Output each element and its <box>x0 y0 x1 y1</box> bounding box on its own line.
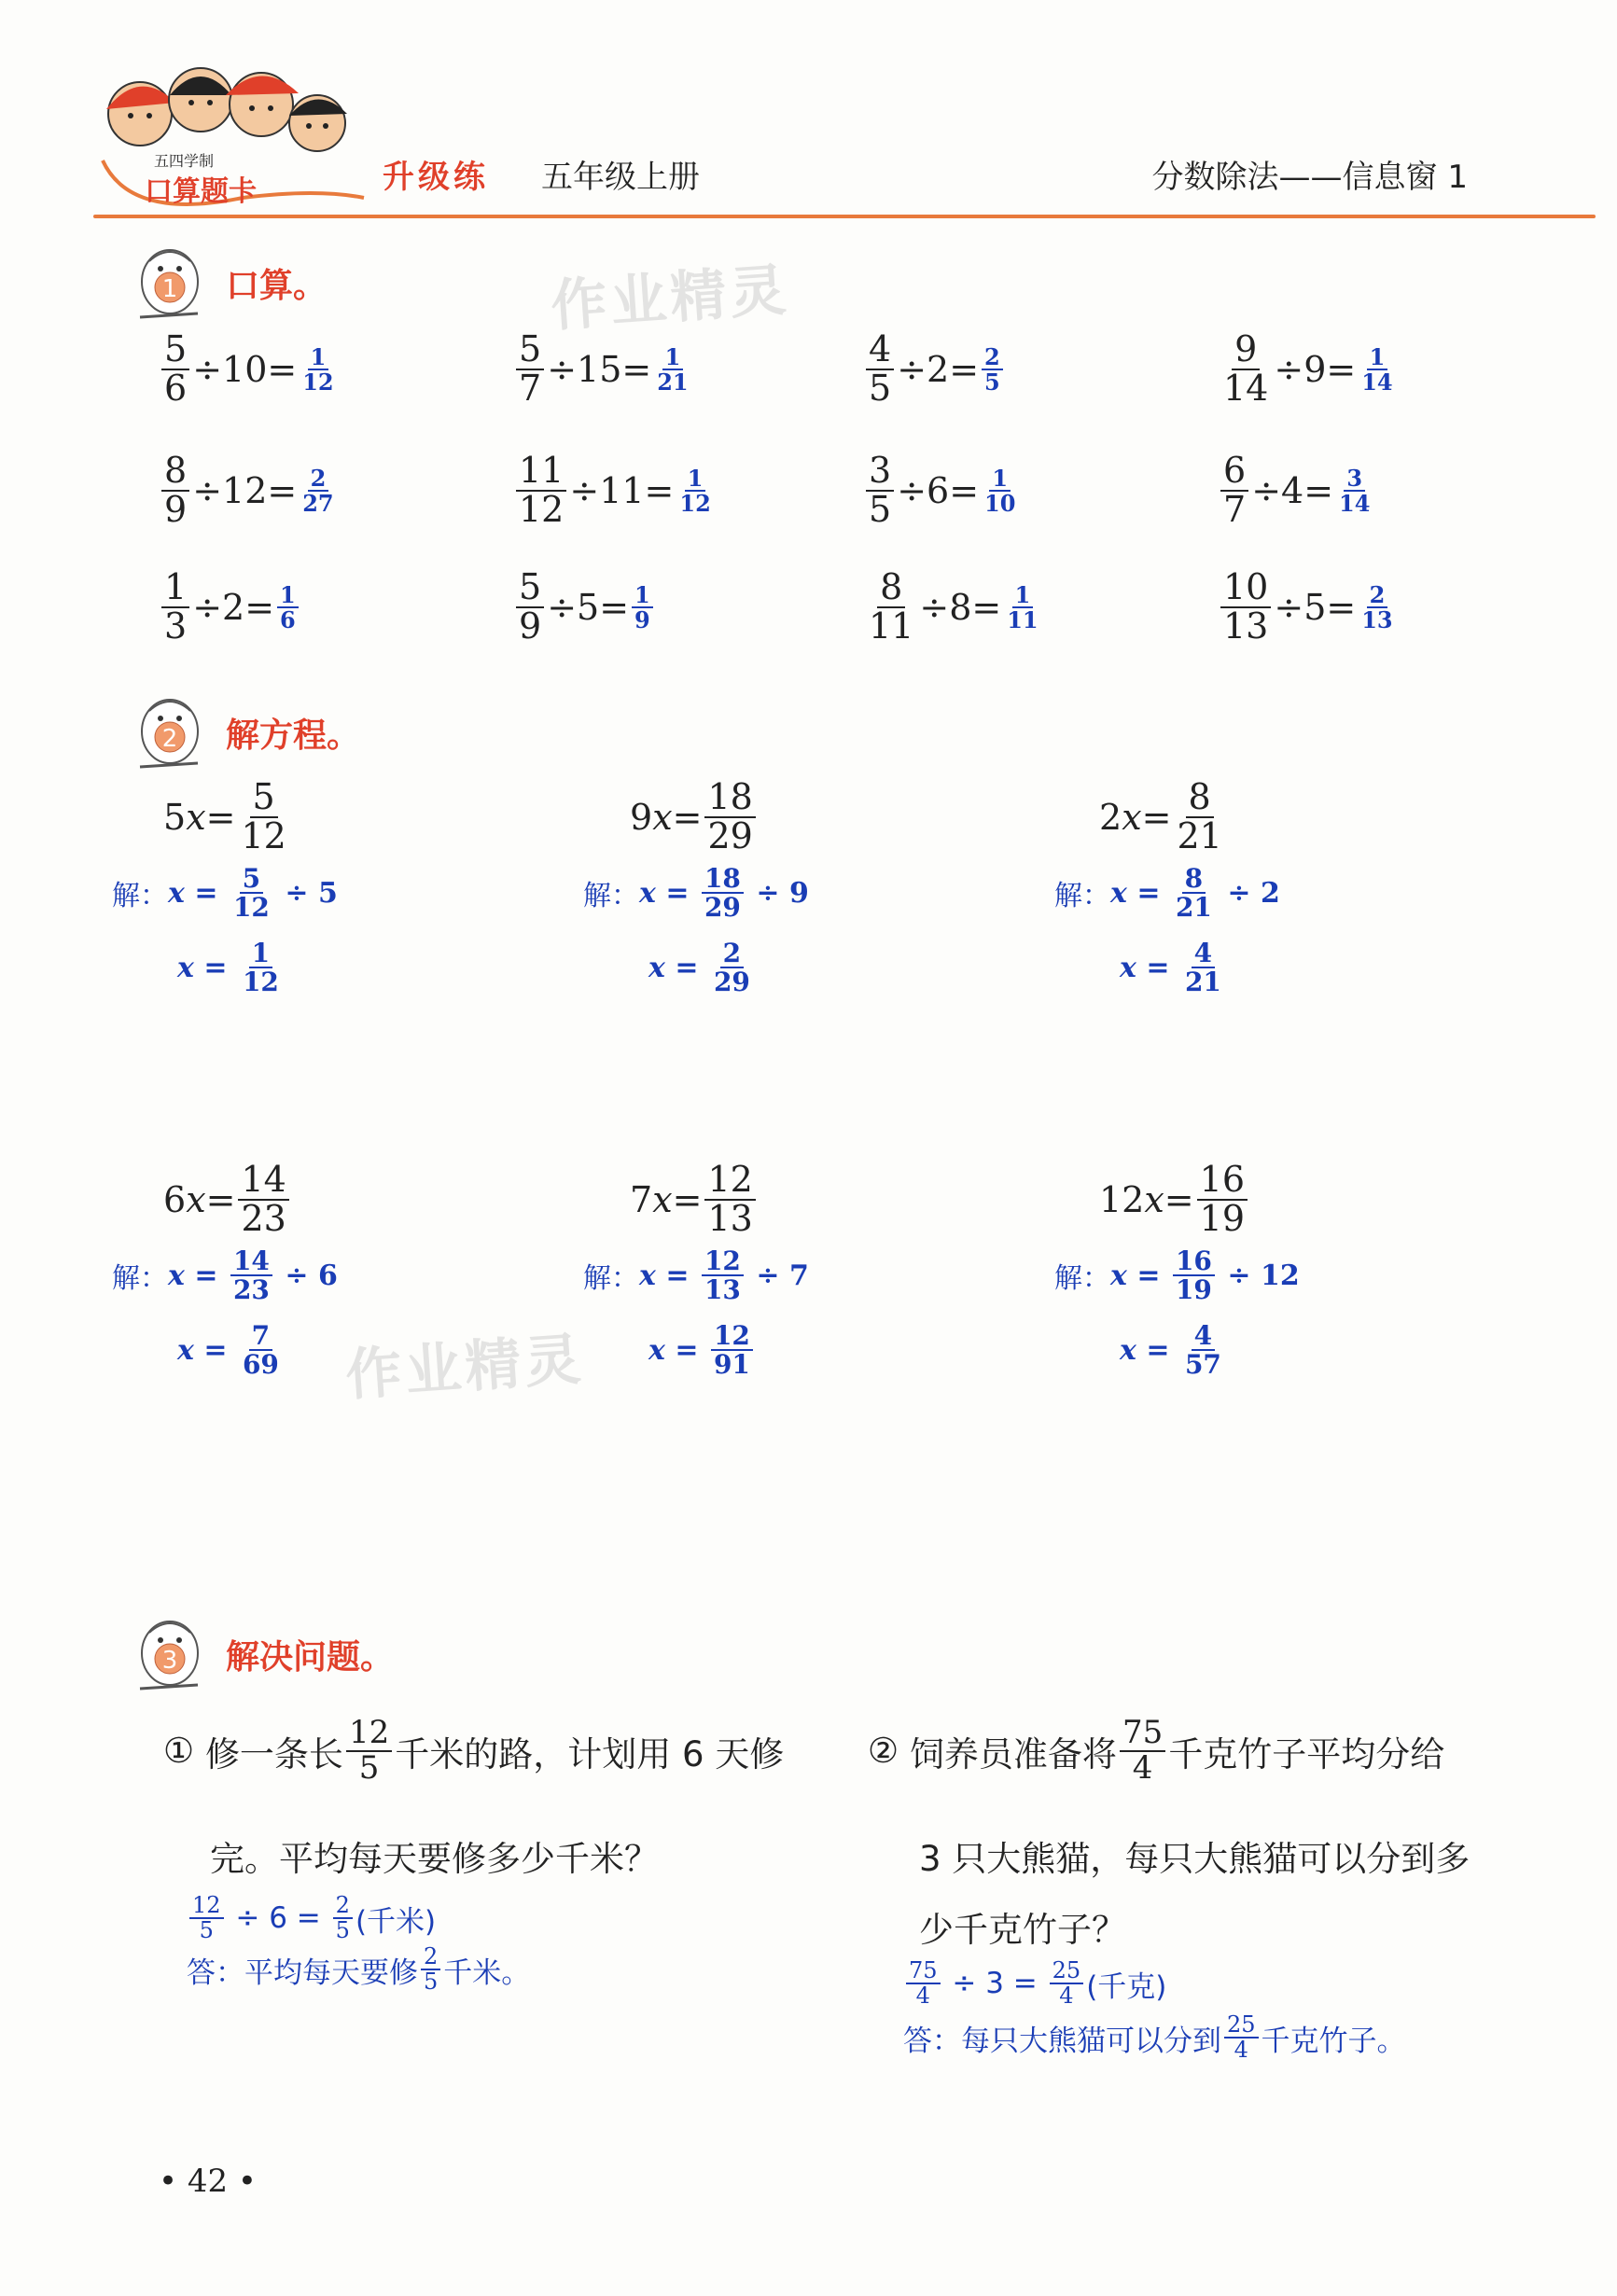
text: x <box>639 1259 656 1292</box>
text: 21 <box>1175 892 1212 924</box>
text: x <box>168 1259 185 1292</box>
text: 4 <box>1132 1748 1153 1787</box>
text: 9 <box>519 605 542 647</box>
solution-step-1 <box>583 1247 809 1304</box>
text: 4 <box>1192 1322 1215 1351</box>
oral-calc-item <box>1218 566 1399 647</box>
text: 11 <box>516 452 566 492</box>
oral-calc-item <box>513 328 694 409</box>
header-grade: 五年级上册 <box>541 159 700 196</box>
text: 4 <box>1192 939 1215 968</box>
equation <box>163 776 292 856</box>
logo-small-text: 五四学制 <box>154 152 215 170</box>
text: 2 <box>333 1894 353 1919</box>
text: 16 <box>1197 1162 1248 1201</box>
answer-fraction <box>982 466 1018 515</box>
solution-step-2 <box>1120 939 1227 996</box>
text: 12 <box>704 1162 755 1201</box>
text: 57 <box>1184 1349 1221 1381</box>
text: 解： <box>1054 880 1110 913</box>
text: = <box>665 876 690 910</box>
text: 4 <box>866 331 894 370</box>
problem-2-calc <box>903 1959 1166 2008</box>
problem-text: 千米的路，计划用 6 天修 <box>395 1733 785 1774</box>
text: ÷ 2 <box>1227 876 1280 910</box>
equation <box>1099 776 1228 856</box>
text: 1 <box>662 345 684 370</box>
header-level: 升级练 <box>383 159 489 196</box>
text: = <box>1141 796 1172 838</box>
text: = <box>1164 1178 1194 1220</box>
text: ÷ 6 <box>285 1259 338 1292</box>
text: 27 <box>302 489 334 517</box>
header-divider <box>93 215 1596 218</box>
operator: ÷5= <box>547 586 630 628</box>
text: 10 <box>1220 569 1271 608</box>
fraction <box>1220 452 1248 529</box>
text: 9 <box>630 796 653 838</box>
logo-main-text: 口算题卡 <box>145 175 257 208</box>
text: 千米。 <box>443 1955 531 1990</box>
text: = <box>672 1178 703 1220</box>
section-2-header <box>131 690 360 774</box>
text: 21 <box>1177 814 1222 856</box>
text: 5 <box>250 779 278 818</box>
text: = <box>675 951 699 984</box>
text: 19 <box>1199 1197 1245 1239</box>
text: (千米) <box>355 1904 437 1939</box>
text: = <box>1146 951 1170 984</box>
text: 2 <box>308 466 329 492</box>
oral-calc-item <box>863 452 1021 529</box>
text: 18 <box>702 865 744 894</box>
text: x <box>177 951 194 984</box>
text: 答：平均每天要修 <box>187 1955 418 1990</box>
text: 2 <box>1099 796 1122 838</box>
text: 12 <box>189 1894 224 1919</box>
section-number: 3 <box>161 1647 178 1675</box>
section-3-header <box>131 1612 394 1696</box>
solution-step-2 <box>648 1322 756 1379</box>
text: x <box>648 951 665 984</box>
text: 5 <box>869 488 892 530</box>
operator: ÷12= <box>192 469 298 511</box>
text: = <box>1136 876 1161 910</box>
fraction <box>161 452 189 529</box>
text: 5 <box>240 865 263 894</box>
text: 3 <box>164 605 188 647</box>
text: = <box>194 876 218 910</box>
fraction <box>1120 1714 1165 1787</box>
oral-calc-item <box>1218 452 1375 529</box>
solution-step-1 <box>112 1247 338 1304</box>
fraction <box>516 452 566 529</box>
text: 16 <box>1173 1247 1215 1276</box>
text: 14 <box>1339 489 1371 517</box>
text: 6 <box>1220 452 1248 492</box>
text: x <box>1144 1178 1164 1220</box>
text: 千克竹子。 <box>1261 2024 1406 2058</box>
problem-1-line-2: 完。平均每天要修多少千米？ <box>210 1839 659 1879</box>
text: x <box>639 876 656 910</box>
equation <box>630 1159 759 1239</box>
text: 1 <box>1012 583 1034 608</box>
text: 1 <box>1367 345 1388 370</box>
oral-calc-item <box>863 566 1044 647</box>
section-1-header <box>131 241 327 325</box>
equation <box>1099 1159 1250 1239</box>
text: 8 <box>161 452 189 492</box>
equation <box>163 1159 292 1239</box>
text: 19 <box>1175 1274 1212 1306</box>
text: = <box>194 1259 218 1292</box>
solution-step-1 <box>1054 865 1280 922</box>
text: 23 <box>241 1197 286 1239</box>
problem-2-line-1 <box>868 1714 1445 1787</box>
operator: ÷8= <box>919 586 1002 628</box>
text: 8 <box>1182 865 1206 894</box>
section-number: 2 <box>161 725 178 753</box>
oral-calc-item <box>159 328 340 409</box>
watermark: 作业精灵 <box>549 257 792 340</box>
text: 解： <box>583 1262 639 1296</box>
text: 21 <box>657 368 689 396</box>
header-topic: 分数除法——信息窗 1 <box>1151 159 1468 196</box>
answer-fraction <box>277 580 299 633</box>
problem-2-line-3: 少千克竹子？ <box>919 1910 1126 1950</box>
text: (千克) <box>1086 1969 1167 2004</box>
text: 9 <box>164 488 188 530</box>
operator: ÷2= <box>897 348 980 390</box>
fraction <box>516 328 544 409</box>
solution-step-2 <box>177 939 285 996</box>
text: = <box>205 796 236 838</box>
section-number: 1 <box>161 275 178 303</box>
problem-text: 修一条长 <box>204 1733 343 1774</box>
answer-fraction <box>1004 580 1040 633</box>
text: 21 <box>1184 967 1221 998</box>
operator: ÷11= <box>569 469 675 511</box>
text: 1 <box>685 466 706 492</box>
text: 2 <box>982 345 1003 370</box>
text: x <box>1110 876 1127 910</box>
answer-fraction <box>1336 466 1373 515</box>
text: x <box>1122 796 1142 838</box>
oral-calc-item <box>513 566 656 647</box>
text: 91 <box>713 1349 750 1381</box>
text: 12 <box>302 368 334 396</box>
text: 6 <box>280 605 296 633</box>
fraction <box>866 328 894 409</box>
text: 29 <box>707 814 753 856</box>
operator: ÷5= <box>1274 586 1357 628</box>
text: x <box>186 1178 206 1220</box>
text: x <box>652 796 673 838</box>
text: 7 <box>519 367 542 409</box>
answer-fraction <box>676 466 713 515</box>
text: = <box>203 1333 228 1367</box>
problem-1-line-1 <box>163 1714 785 1787</box>
page-number: • 42 • <box>159 2163 257 2200</box>
text: = <box>1136 1259 1161 1292</box>
text: 12 <box>711 1322 753 1351</box>
text: 解： <box>1054 1262 1110 1296</box>
oral-calc-item <box>159 452 340 529</box>
text: 2 <box>421 1945 440 1970</box>
answer-fraction <box>1359 342 1395 396</box>
text: ÷ 9 <box>756 876 809 910</box>
text: 7 <box>249 1322 272 1351</box>
text: 29 <box>704 892 741 924</box>
bird-icon <box>131 1612 207 1696</box>
text: 25 <box>1050 1959 1084 1984</box>
text: 11 <box>869 605 914 647</box>
operator: ÷6= <box>897 469 980 511</box>
text: x <box>168 876 185 910</box>
text: 5 <box>163 796 187 838</box>
text: 69 <box>242 1349 279 1381</box>
text: 12 <box>519 488 565 530</box>
text: 解： <box>583 880 639 913</box>
text: 5 <box>984 368 1000 396</box>
text: 9 <box>1232 331 1260 370</box>
text: 解： <box>112 880 168 913</box>
fraction <box>161 566 189 647</box>
oral-calc-item <box>863 328 1006 409</box>
text: = <box>1146 1333 1170 1367</box>
text: 2 <box>720 939 744 968</box>
text: x <box>186 796 206 838</box>
text: 8 <box>1186 779 1214 818</box>
answer-fraction <box>300 342 336 396</box>
text: ÷ 5 <box>285 876 338 910</box>
text: 75 <box>1120 1717 1165 1752</box>
fraction <box>346 1714 392 1787</box>
text: 75 <box>906 1959 941 1984</box>
problem-marker: ② <box>868 1731 899 1772</box>
text: 25 <box>1224 2013 1259 2039</box>
bird-icon <box>131 690 207 774</box>
problem-2-line-2: 3 只大熊猫，每只大熊猫可以分到多 <box>919 1839 1471 1879</box>
text: 1 <box>632 583 653 608</box>
text: 13 <box>707 1197 753 1239</box>
fraction <box>1220 566 1271 647</box>
text: 4 <box>1059 1983 1074 2010</box>
text: 14 <box>238 1162 288 1201</box>
fraction <box>866 452 894 529</box>
section-2-title: 解方程。 <box>226 716 361 755</box>
operator: ÷2= <box>192 586 275 628</box>
text: = <box>672 796 703 838</box>
text: 14 <box>1361 368 1393 396</box>
book-logo <box>93 58 373 216</box>
solution-step-2 <box>648 939 756 996</box>
text: 2 <box>1367 583 1388 608</box>
text: 5 <box>358 1748 380 1787</box>
text: x <box>652 1178 673 1220</box>
fraction <box>516 566 544 647</box>
text: x <box>1110 1259 1127 1292</box>
text: 3 <box>866 452 894 492</box>
text: 6 <box>164 367 188 409</box>
oral-calc-item <box>513 452 717 529</box>
text: 6 <box>163 1178 187 1220</box>
answer-fraction <box>982 342 1003 396</box>
fraction <box>1220 328 1271 409</box>
operator: ÷15= <box>547 348 652 390</box>
text: x <box>648 1333 665 1367</box>
problem-1-answer <box>187 1945 530 1994</box>
text: 4 <box>915 1983 930 2010</box>
problem-text: 千克竹子平均分给 <box>1168 1733 1445 1774</box>
text: 5 <box>516 569 544 608</box>
text: 1 <box>277 583 299 608</box>
text: 12 <box>346 1717 392 1752</box>
answer-fraction <box>632 580 653 633</box>
text: 12 <box>241 814 286 856</box>
text: 8 <box>877 569 905 608</box>
text: 1 <box>308 345 329 370</box>
text: 5 <box>424 1969 439 1996</box>
text: ÷ 12 <box>1227 1259 1300 1292</box>
solution-step-2 <box>177 1322 285 1379</box>
answer-fraction <box>654 342 690 396</box>
text: 14 <box>1223 367 1269 409</box>
problem-marker: ① <box>163 1731 195 1772</box>
section-1-title: 口算。 <box>226 266 328 305</box>
problem-1-calc <box>187 1894 436 1942</box>
text: 3 <box>1344 466 1365 492</box>
text: 答：每只大熊猫可以分到 <box>903 2024 1221 2058</box>
problem-text: 饲养员准备将 <box>909 1733 1117 1774</box>
text: ÷ 3 = <box>952 1967 1038 2001</box>
section-3-title: 解决问题。 <box>226 1637 395 1677</box>
text: 13 <box>704 1274 741 1306</box>
text: x <box>177 1333 194 1367</box>
solution-step-1 <box>112 865 338 922</box>
text: 9 <box>634 605 650 633</box>
solution-step-1 <box>583 865 809 922</box>
text: x <box>1120 951 1136 984</box>
text: 13 <box>1361 605 1393 633</box>
text: 解： <box>112 1262 168 1296</box>
text: 12 <box>702 1247 744 1276</box>
text: 1 <box>161 569 189 608</box>
text: 5 <box>199 1917 214 1944</box>
operator: ÷10= <box>192 348 298 390</box>
text: 4 <box>1234 2037 1248 2064</box>
text: = <box>203 951 228 984</box>
watermark: 作业精灵 <box>343 1327 587 1409</box>
text: 11 <box>1007 605 1039 633</box>
oral-calc-item <box>159 566 301 647</box>
equation <box>630 776 759 856</box>
text: = <box>665 1259 690 1292</box>
bird-icon <box>131 241 207 325</box>
text: 18 <box>704 779 755 818</box>
operator: ÷4= <box>1251 469 1334 511</box>
text: 7 <box>630 1178 653 1220</box>
text: 12 <box>679 489 711 517</box>
solution-step-2 <box>1120 1322 1227 1379</box>
fraction <box>161 328 189 409</box>
text: 12 <box>232 892 270 924</box>
text: 14 <box>230 1247 272 1276</box>
oral-calc-item <box>1218 328 1399 409</box>
text: 13 <box>1223 605 1269 647</box>
text: 5 <box>516 331 544 370</box>
text: 1 <box>249 939 272 968</box>
answer-fraction <box>1359 580 1395 633</box>
text: = <box>675 1333 699 1367</box>
fraction <box>866 566 916 647</box>
text: 23 <box>232 1274 270 1306</box>
text: 12 <box>1099 1178 1145 1220</box>
text: x <box>1120 1333 1136 1367</box>
solution-step-1 <box>1054 1247 1300 1304</box>
problem-2-answer <box>903 2013 1406 2062</box>
text: 10 <box>984 489 1016 517</box>
text: ÷ 6 = <box>235 1901 321 1936</box>
answer-fraction <box>300 466 336 515</box>
text: = <box>205 1178 236 1220</box>
text: 5 <box>161 331 189 370</box>
text: 1 <box>989 466 1011 492</box>
text: 5 <box>335 1917 350 1944</box>
text: 12 <box>242 967 279 998</box>
text: 7 <box>1223 488 1247 530</box>
text: 29 <box>713 967 750 998</box>
text: ÷ 7 <box>756 1259 809 1292</box>
text: 5 <box>869 367 892 409</box>
operator: ÷9= <box>1274 348 1357 390</box>
